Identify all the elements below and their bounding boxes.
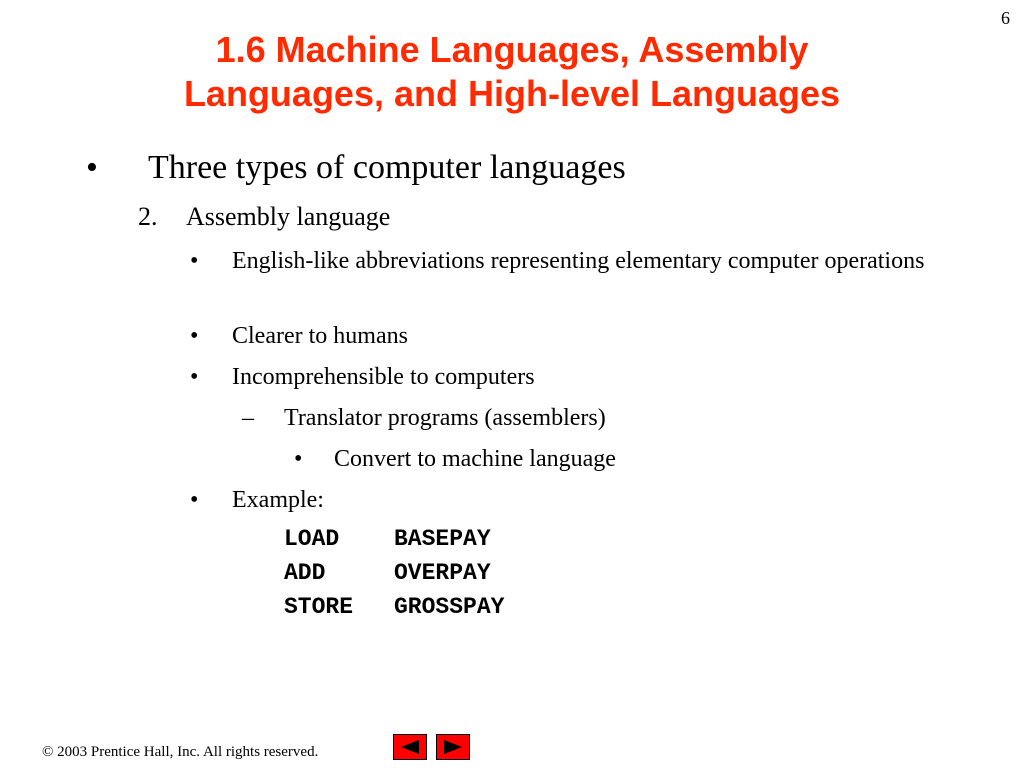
code-operand: OVERPAY: [394, 560, 491, 586]
bullet-three-types: Three types of computer languages: [148, 149, 626, 186]
code-example: [284, 522, 504, 624]
bullet-marker: •: [294, 446, 303, 472]
code-line: [284, 522, 504, 556]
copyright-footer: © 2003 Prentice Hall, Inc. All rights reserved.: [42, 744, 319, 760]
item-translator-programs: Translator programs (assemblers): [284, 405, 606, 431]
next-slide-button[interactable]: [436, 734, 470, 760]
code-operand: BASEPAY: [394, 526, 491, 552]
bullet-marker: •: [190, 248, 199, 274]
bullet-marker: •: [190, 487, 199, 513]
code-line: [284, 556, 504, 590]
bullet-clearer-to-humans: Clearer to humans: [232, 323, 408, 349]
code-line: [284, 590, 504, 624]
dash-marker: –: [242, 405, 254, 431]
previous-slide-button[interactable]: [393, 734, 427, 760]
list-number: 2.: [138, 202, 158, 231]
item-convert-machine-language: Convert to machine language: [334, 446, 616, 472]
code-instruction: LOAD: [284, 526, 340, 552]
bullet-english-like: English-like abbreviations representing elementary computer operations: [232, 248, 925, 274]
code-instruction: ADD: [284, 560, 326, 586]
bullet-incomprehensible: Incomprehensible to computers: [232, 364, 535, 390]
page-number: 6: [1001, 8, 1010, 28]
slide-title: [0, 28, 1024, 116]
bullet-marker: •: [86, 149, 98, 186]
title-line-2: Languages, and High-level Languages: [183, 73, 841, 114]
code-instruction: STORE: [284, 594, 354, 620]
item-assembly-language: Assembly language: [186, 202, 391, 231]
arrow-right-icon: [442, 739, 464, 755]
code-operand: GROSSPAY: [394, 594, 505, 620]
bullet-marker: •: [190, 364, 199, 390]
arrow-left-icon: [399, 739, 421, 755]
bullet-marker: •: [190, 323, 199, 349]
title-line-1: 1.6 Machine Languages, Assembly: [215, 29, 809, 70]
bullet-example: Example:: [232, 487, 324, 513]
